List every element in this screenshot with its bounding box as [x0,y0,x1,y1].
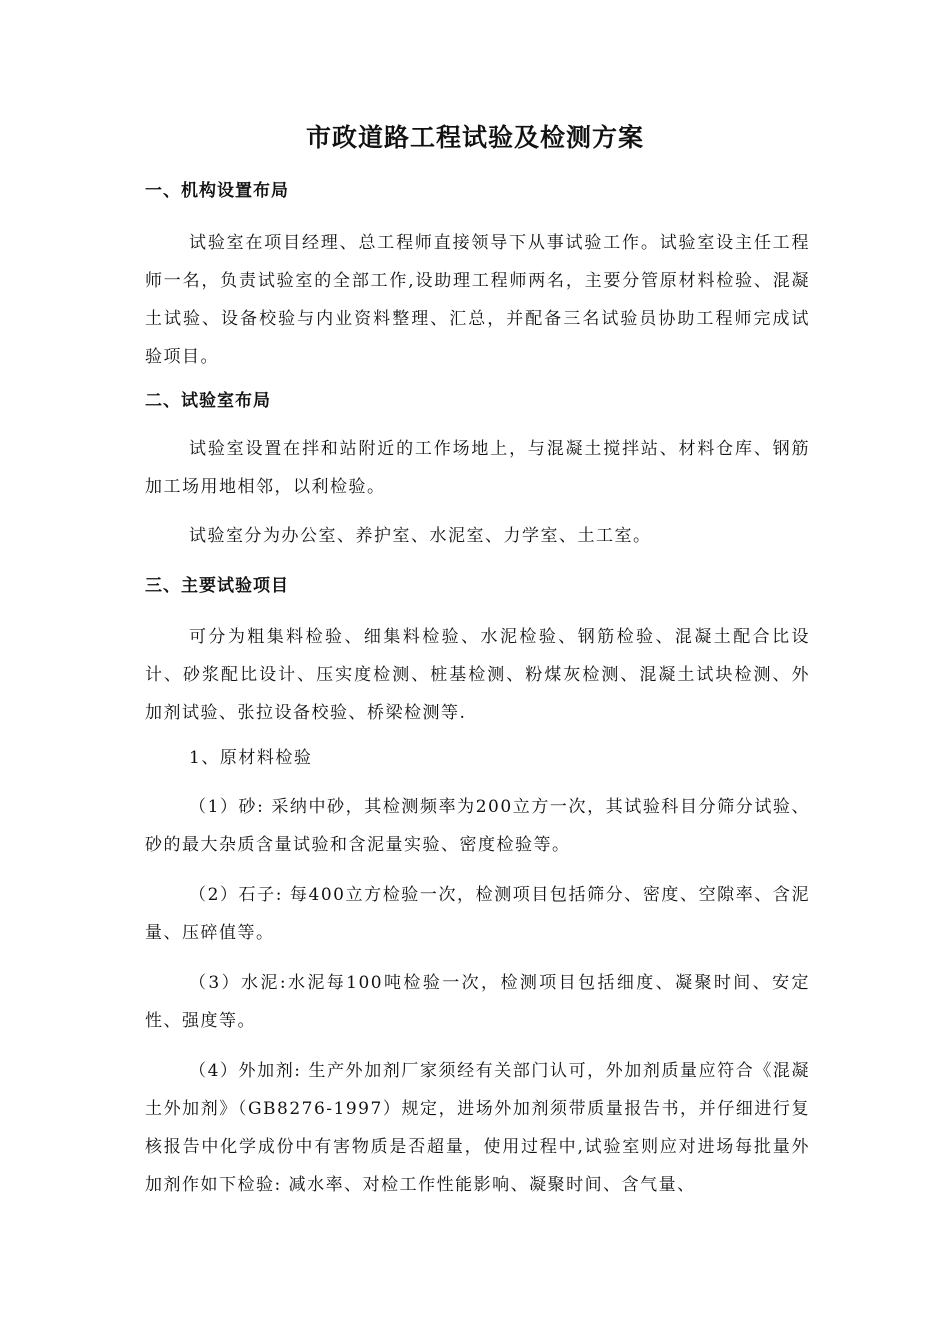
paragraph-admixture: （4）外加剂: 生产外加剂厂家须经有关部门认可，外加剂质量应符合《混凝土外加剂》（GB8276-1997）规定，进场外加剂须带质量报告书，并仔细进行复核报告中化学成份中有害物质是否超量，使用过程中,试验室则应对进场每批量外加剂作如下检验: 减水率、对检工作性能影响、凝聚时间、含气量、 [145,1061,810,1195]
paragraph-test-items: 可分为粗集料检验、细集料检验、水泥检验、钢筋检验、混凝土配合比设计、砂浆配比设计、压实度检测、桩基检测、粉煤灰检测、混凝土试块检测、外加剂试验、张拉设备校验、桥梁检测等. [145,627,810,723]
document-title: 市政道路工程试验及检测方案 [305,123,644,152]
section-heading-2: 二、试验室布局 [145,391,271,411]
paragraph-lab-rooms: 试验室分为办公室、养护室、水泥室、力学室、土工室。 [189,526,652,546]
paragraph-sand: （1）砂: 采纳中砂，其检测频率为200立方一次，其试验科目分筛分试验、砂的最大杂质含量试验和含泥量实验、密度检验等。 [145,797,810,855]
section-heading-1: 一、机构设置布局 [145,181,289,201]
paragraph-org-structure: 试验室在项目经理、总工程师直接领导下从事试验工作。试验室设主任工程师一名，负责试验室的全部工作,设助理工程师两名，主要分管原材料检验、混凝土试验、设备校验与内业资料整理、汇总，并配备三名试验员协助工程师完成试验项目。 [145,233,810,367]
paragraph-cement: （3）水泥:水泥每100吨检验一次，检测项目包括细度、凝聚时间、安定性、强度等。 [145,973,810,1031]
paragraph-lab-location: 试验室设置在拌和站附近的工作场地上，与混凝土搅拌站、材料仓库、钢筋加工场用地相邻，以利检验。 [145,439,810,497]
subheading-raw-materials: 1、原材料检验 [189,748,313,768]
section-heading-3: 三、主要试验项目 [145,576,289,596]
paragraph-stone: （2）石子: 每400立方检验一次，检测项目包括筛分、密度、空隙率、含泥量、压碎值等。 [145,885,810,943]
